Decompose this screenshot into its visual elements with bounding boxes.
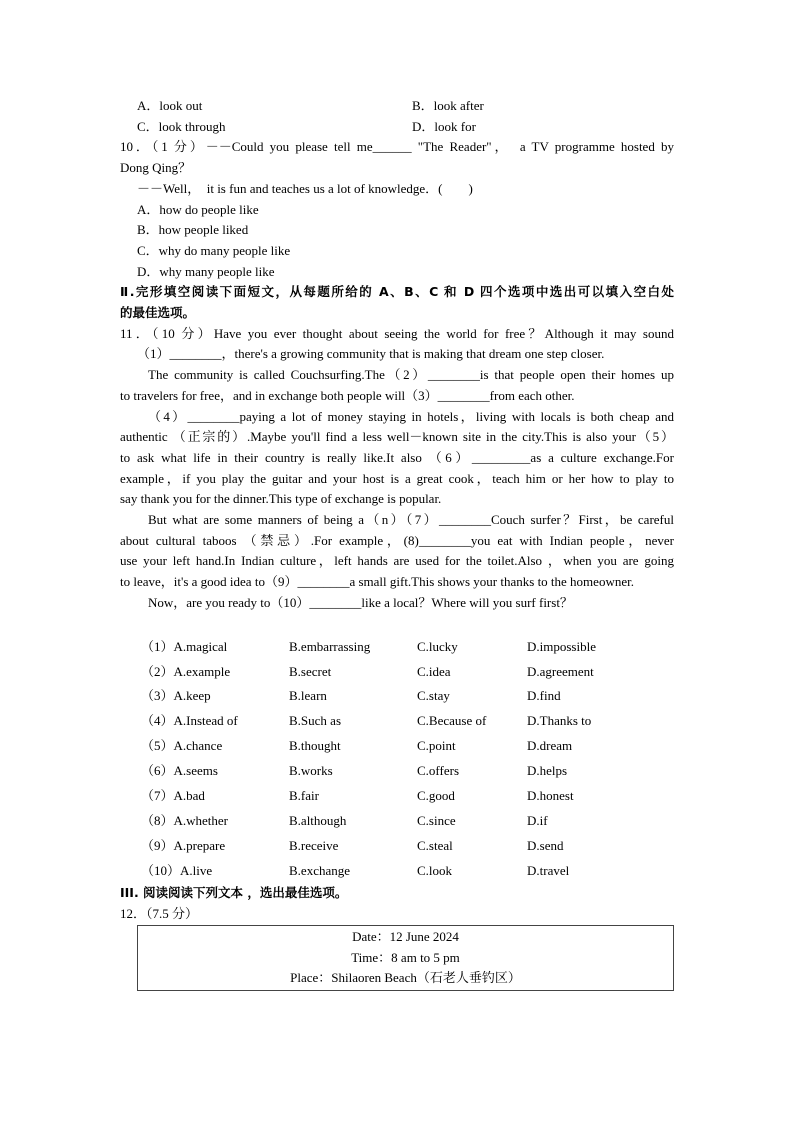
q11-passage-line: （4）________paying a lot of money staying in hotels，living with locals is both cheap and <box>148 408 674 424</box>
q10-stem-line3: －－Well， it is fun and teaches us a lot of knowledge．( ) <box>137 180 473 196</box>
option-a: （2）A.example <box>141 663 231 679</box>
option-b: B.receive <box>289 837 339 853</box>
q9-option-c: C．look through <box>137 118 226 134</box>
q9-option-a: A．look out <box>137 98 203 113</box>
option-c: C.point <box>417 738 456 754</box>
q9-option-row <box>120 117 674 138</box>
q12-info-box <box>137 925 674 991</box>
section3-heading: III. 阅读阅读下列文本 ，选出最佳选项。 <box>120 885 348 901</box>
q11-passage-line: to leave，it's a good idea to（9）________a small gift.This shows your thanks to the homeowner. <box>120 574 634 590</box>
exam-page <box>120 96 674 991</box>
q10-option-c: C．why do many people like <box>137 242 291 258</box>
option-d: D.honest <box>527 788 574 804</box>
q11-option-row <box>141 759 596 784</box>
option-d: D.helps <box>527 763 568 779</box>
option-c: C.steal <box>417 837 453 853</box>
q11-passage-line: 11．（10 分）Have you ever thought about seeing the world for free？Although it may sound <box>120 325 674 341</box>
q11-passage-line: to travelers for free，and in exchange both people will（3）________from each other. <box>120 387 575 403</box>
q10-option-d: D．why many people like <box>137 263 275 279</box>
option-c: C.Because of <box>417 713 487 729</box>
section2-heading: Ⅱ.完形填空阅读下面短文，从每题所给的 A、B、C 和 D 四个选项中选出可以填入空白处 <box>120 284 674 300</box>
option-a: （3）A.keep <box>141 688 211 704</box>
option-a: （10）A.live <box>141 862 213 878</box>
option-d: D.agreement <box>527 663 594 679</box>
q12-time: Time：8 am to 5 pm <box>351 949 460 965</box>
q11-passage-line: The community is called Couchsurfing.The（2）________is that people open their homes up <box>148 367 674 383</box>
option-a: （5）A.chance <box>141 738 223 754</box>
spacer <box>120 614 674 635</box>
q10-stem-line2: Dong Qing？ <box>120 160 192 176</box>
option-b: B.thought <box>289 738 341 754</box>
option-a: （4）A.Instead of <box>141 713 238 729</box>
option-c: C.stay <box>417 688 450 704</box>
option-d: D.Thanks to <box>527 713 592 729</box>
q12-label: 12．（7.5 分） <box>120 906 199 922</box>
q11-options-table <box>141 635 596 884</box>
option-a: （9）A.prepare <box>141 837 226 853</box>
q10-option-a: A．how do people like <box>137 201 259 217</box>
option-c: C.good <box>417 788 455 804</box>
q9-option-d: D．look for <box>412 118 476 134</box>
option-b: B.embarrassing <box>289 638 371 654</box>
q11-option-row <box>141 809 596 834</box>
q11-passage-line: （1）________，there's a growing community that is making that dream one step closer. <box>137 346 605 362</box>
q12-place: Place：Shilaoren Beach（石老人垂钓区） <box>290 970 521 986</box>
q11-passage-line: say thank you for the dinner.This type of exchange is popular. <box>120 491 442 507</box>
q11-passage-line: example，if you play the guitar and your host is a great cook，teach him or her how to play to <box>120 470 674 486</box>
q11-passage-line: authentic （正宗的）.Maybe you'll find a less well－known site in the city.This is also your（5） <box>120 429 674 445</box>
q11-option-row <box>141 709 596 734</box>
q11-option-row <box>141 659 596 684</box>
option-b: B.learn <box>289 688 327 704</box>
q12-date: Date：12 June 2024 <box>352 928 459 944</box>
q11-passage-line: use your left hand.In Indian culture，left hands are used for the toilet.Also ，when you are going <box>120 553 674 569</box>
q11-option-row <box>141 635 596 660</box>
q11-passage-line: to ask what life in their country is really like.It also （6）_________as a culture exchange.For <box>120 449 674 465</box>
option-c: C.since <box>417 812 456 828</box>
option-d: D.impossible <box>527 638 596 654</box>
option-a: （1）A.magical <box>141 638 228 654</box>
option-a: （6）A.seems <box>141 763 218 779</box>
option-b: B.exchange <box>289 862 351 878</box>
q11-passage-line: about cultural taboos （禁忌）.For example，(8)________you eat with Indian people，never <box>120 532 674 548</box>
option-c: C.lucky <box>417 638 458 654</box>
option-b: B.although <box>289 812 347 828</box>
option-a: （7）A.bad <box>141 788 205 804</box>
q11-passage-line: Now，are you ready to（10）________like a local？Where will you surf first？ <box>148 594 573 610</box>
q11-option-row <box>141 734 596 759</box>
option-c: C.idea <box>417 663 451 679</box>
option-d: D.send <box>527 837 564 853</box>
option-b: B.fair <box>289 788 319 804</box>
q10-option-b: B．how people liked <box>137 222 249 238</box>
option-d: D.find <box>527 688 561 704</box>
option-a: （8）A.whether <box>141 812 229 828</box>
option-d: D.if <box>527 812 548 828</box>
q11-option-row <box>141 784 596 809</box>
option-d: D.travel <box>527 862 570 878</box>
option-c: C.offers <box>417 763 460 779</box>
option-b: B.Such as <box>289 713 341 729</box>
q11-passage-line: But what are some manners of being a（n）（7）________Couch surfer？First，be careful <box>148 512 674 528</box>
q9-option-b: B．look after <box>412 98 484 113</box>
option-b: B.works <box>289 763 333 779</box>
q11-option-row <box>141 859 596 884</box>
q11-option-row <box>141 834 596 859</box>
section2-heading-cont: 的最佳选项。 <box>120 305 196 321</box>
q10-stem-line1: 10．（1 分）－－Could you please tell me______ "The Reader"， a TV programme hosted by <box>120 139 674 155</box>
option-b: B.secret <box>289 663 332 679</box>
option-d: D.dream <box>527 738 573 754</box>
q9-option-row <box>120 96 674 117</box>
option-c: C.look <box>417 862 453 878</box>
q11-option-row <box>141 684 596 709</box>
